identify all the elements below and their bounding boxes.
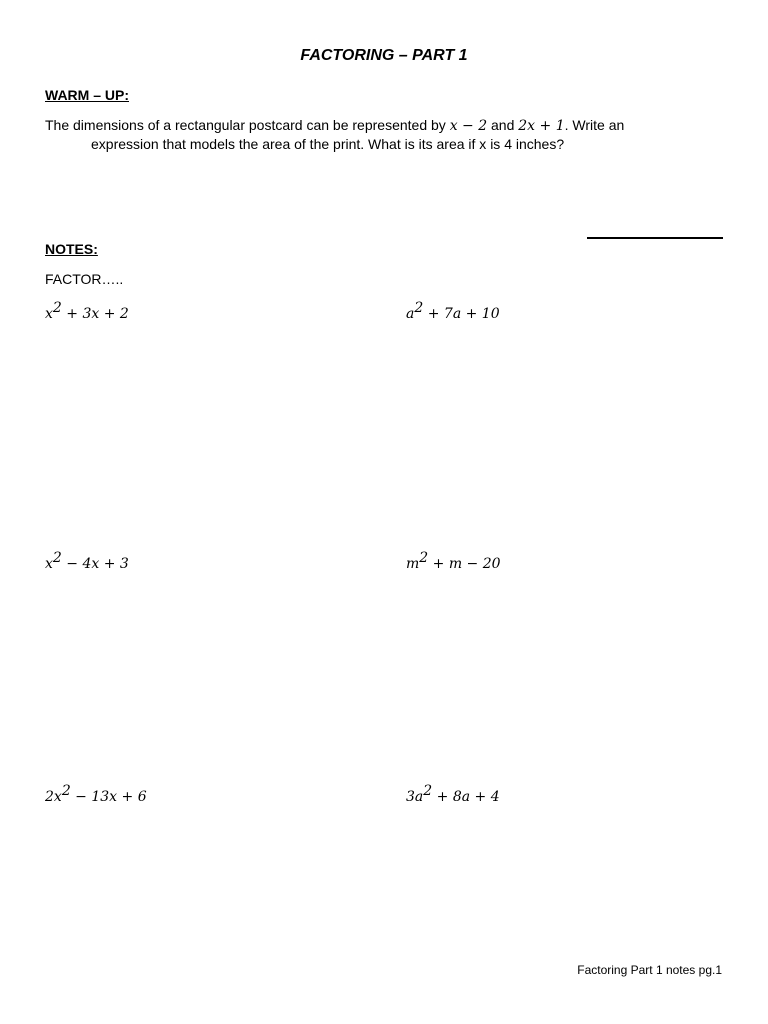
- page-title: FACTORING – PART 1: [300, 47, 468, 64]
- problem-4-rest: + m − 20: [428, 556, 501, 572]
- problem-6-rest: + 8a + 4: [432, 789, 500, 805]
- problem-4: [406, 550, 501, 572]
- problem-5: [45, 783, 147, 805]
- warmup-line-1: [45, 116, 725, 135]
- problem-2: [406, 300, 500, 322]
- problem-1-rest: + 3x + 2: [61, 306, 129, 322]
- answer-line: [587, 237, 723, 239]
- page-footer: Factoring Part 1 notes pg.1: [577, 963, 722, 977]
- warmup-text-1: The dimensions of a rectangular postcard can be represented by: [45, 117, 450, 133]
- dimension-expression-2: 2x + 1: [518, 118, 565, 134]
- problem-1-exponent: 2: [52, 300, 62, 316]
- problem-3: [45, 550, 129, 572]
- problem-6: [406, 783, 500, 805]
- factor-label: FACTOR…..: [45, 271, 124, 287]
- dimension-expression-1: x − 2: [449, 118, 488, 134]
- problem-1: [45, 300, 129, 322]
- problem-2-rest: + 7a + 10: [423, 306, 500, 322]
- warmup-text-2: . Write an: [564, 117, 625, 133]
- problem-2-base: a: [406, 306, 415, 322]
- warmup-heading: WARM – UP:: [45, 87, 129, 103]
- problem-6-exponent: 2: [423, 783, 433, 799]
- warmup-problem: [45, 116, 725, 153]
- warmup-text-and: and: [487, 117, 519, 133]
- problem-5-rest: − 13x + 6: [70, 789, 147, 805]
- notes-heading: NOTES:: [45, 241, 98, 257]
- problem-4-base: m: [406, 556, 420, 572]
- problem-5-exponent: 2: [61, 783, 71, 799]
- problem-2-exponent: 2: [414, 300, 424, 316]
- problem-3-exponent: 2: [52, 550, 62, 566]
- problem-3-base: x: [45, 556, 53, 572]
- problem-5-base: 2x: [45, 789, 62, 805]
- warmup-line-2: expression that models the area of the print. What is its area if x is 4 inches?: [91, 136, 565, 152]
- problem-4-exponent: 2: [419, 550, 429, 566]
- problem-3-rest: − 4x + 3: [61, 556, 129, 572]
- problem-6-base: 3a: [406, 789, 424, 805]
- problem-1-base: x: [45, 306, 53, 322]
